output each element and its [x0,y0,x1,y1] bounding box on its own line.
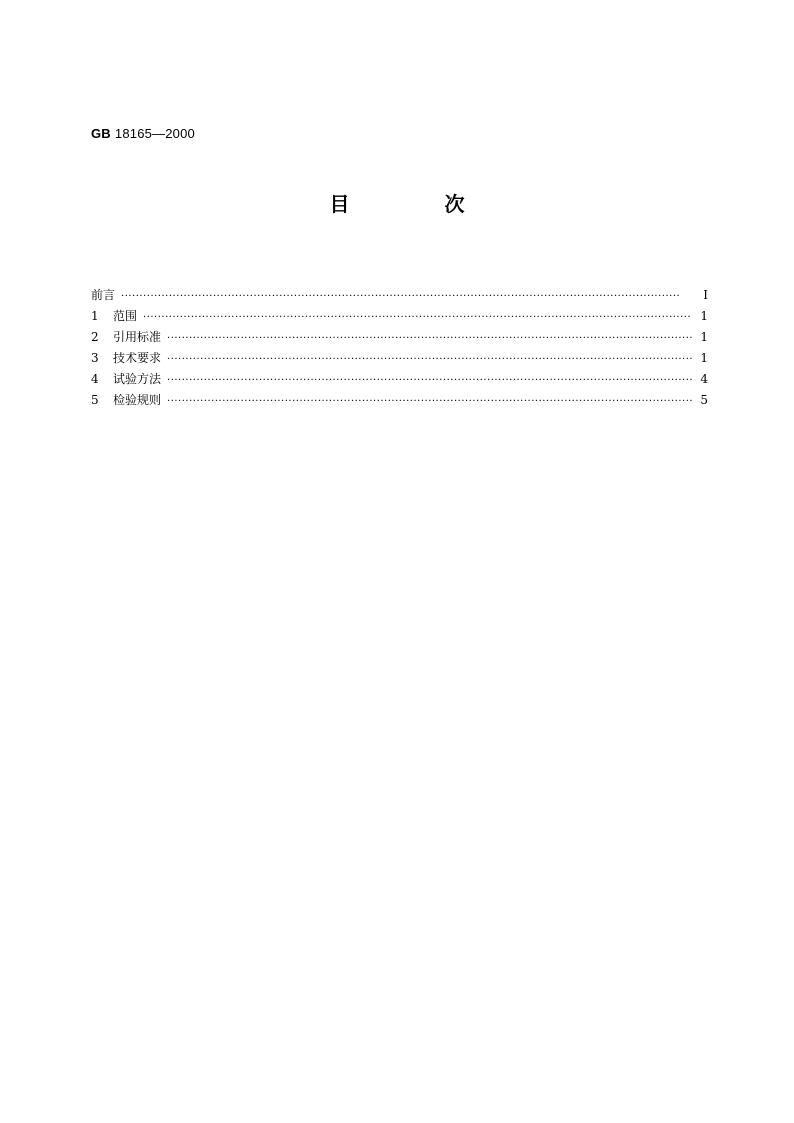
standard-number: 18165—2000 [114,126,195,141]
toc-page-number: 4 [700,372,708,386]
toc-entry-text: 前言 [91,288,116,302]
toc-entry-number: 3 [91,351,99,365]
standard-code [91,126,195,141]
table-of-contents [91,285,708,411]
toc-page-number: 5 [700,393,708,407]
toc-entry-inspection-rules[interactable] [91,390,708,411]
toc-page-number: 1 [700,309,708,323]
toc-leader-dots [167,328,692,349]
toc-entry-number: 5 [91,393,99,407]
toc-entry-text: 技术要求 [113,351,162,365]
toc-entry-number: 1 [91,309,99,323]
toc-leader-dots [167,349,692,370]
toc-page-number: 1 [700,351,708,365]
toc-entry-number: 4 [91,372,99,386]
toc-entry-text: 引用标准 [113,330,162,344]
toc-entry-number: 2 [91,330,99,344]
toc-entry-text: 检验规则 [113,393,162,407]
toc-entry-references[interactable] [91,327,708,348]
toc-page-number: I [703,288,708,302]
toc-leader-dots [167,391,692,412]
toc-entry-technical-requirements[interactable] [91,348,708,369]
toc-leader-dots [121,286,692,307]
toc-page-number: 1 [700,330,708,344]
toc-leader-dots [167,370,692,391]
standard-prefix: GB [91,126,111,141]
page-title: 目 次 [329,192,489,216]
toc-entry-text: 试验方法 [113,372,162,386]
toc-entry-scope[interactable] [91,306,708,327]
toc-leader-dots [143,307,692,328]
toc-entry-foreword[interactable] [91,285,708,306]
toc-entry-test-methods[interactable] [91,369,708,390]
toc-entry-text: 范围 [113,309,138,323]
